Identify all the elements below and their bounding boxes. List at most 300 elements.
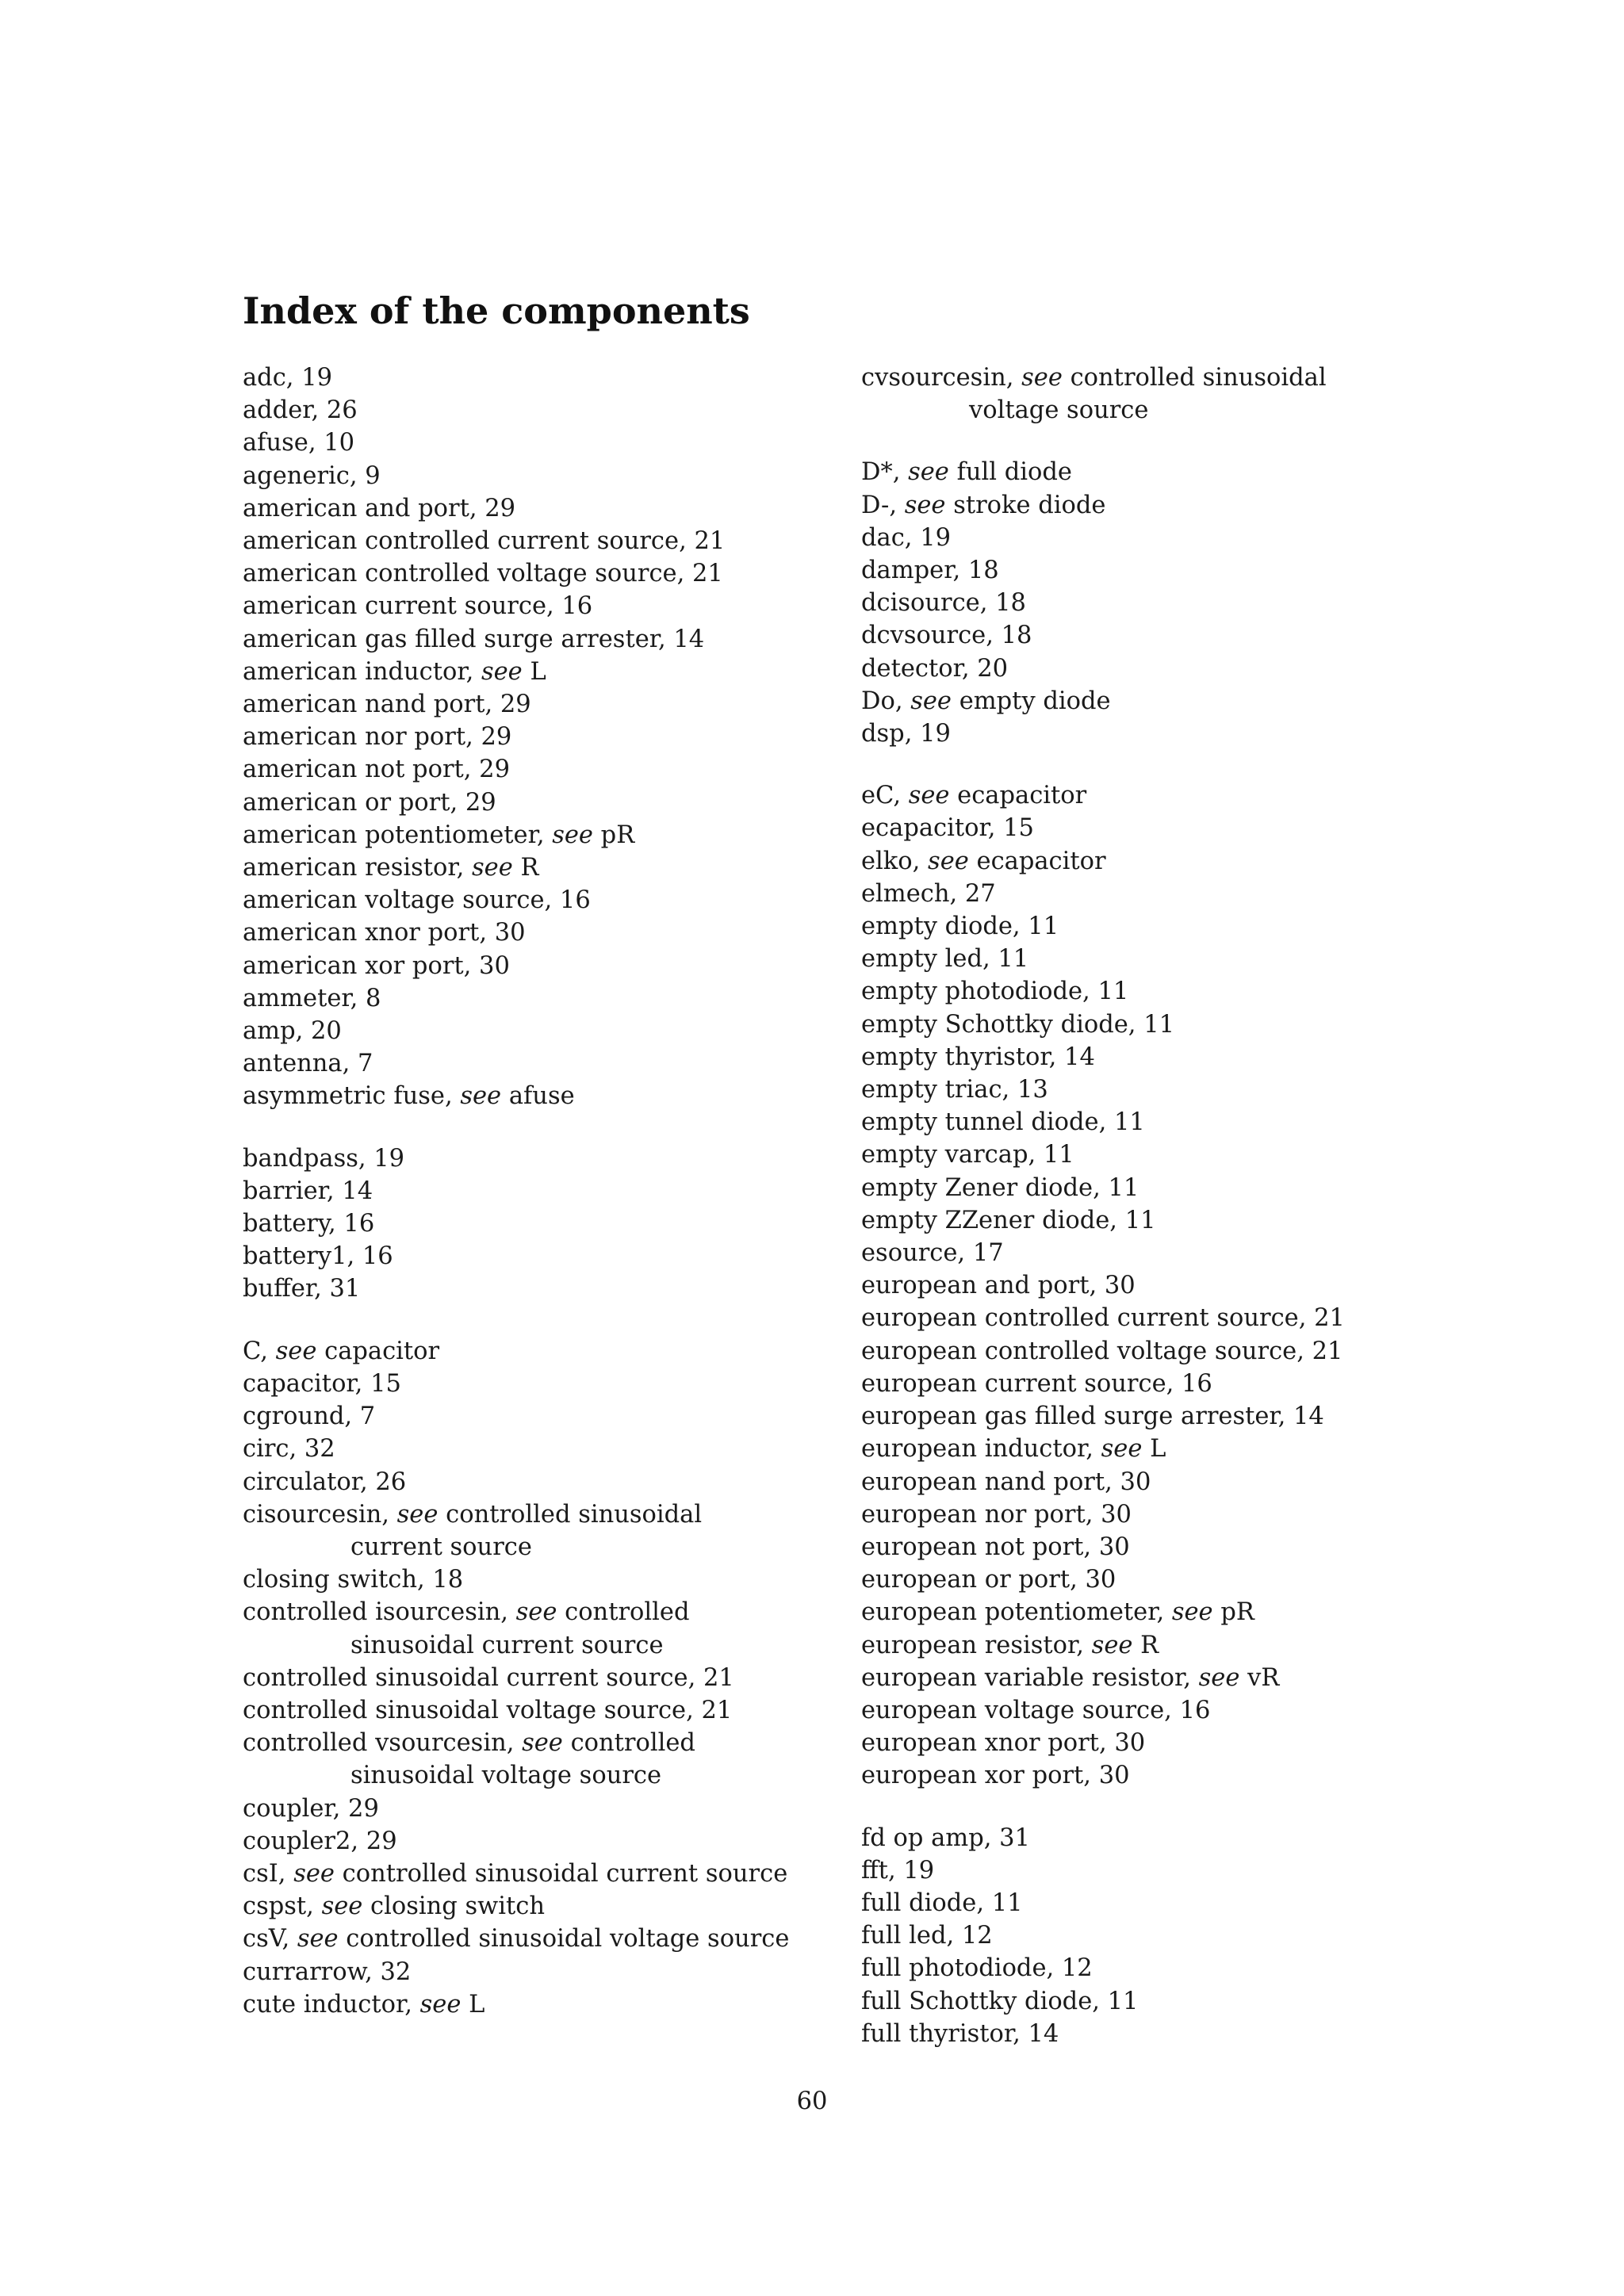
index-entry: empty ZZener diode, 11 — [861, 1206, 1156, 1234]
page-reference: 12 — [1061, 1954, 1093, 1983]
cross-reference: empty diode — [959, 687, 1111, 715]
index-entry: bandpass, 19 — [243, 1144, 405, 1173]
index-term: battery1 — [243, 1242, 347, 1271]
page-reference: 14 — [1293, 1402, 1324, 1431]
index-entry: european and port, 30 — [861, 1272, 1136, 1300]
index-term: csI — [243, 1859, 278, 1888]
index-term: cute inductor — [243, 1990, 405, 2019]
see-label: see — [908, 782, 950, 810]
index-entry: european xor port, 30 — [861, 1762, 1130, 1790]
index-term: ammeter — [243, 984, 350, 1012]
index-entry: american potentiometer, see pR — [243, 821, 635, 849]
index-term: empty diode — [861, 913, 1013, 941]
page-reference: 21 — [694, 527, 726, 556]
page-reference: 20 — [977, 654, 1009, 683]
page-reference: 30 — [1101, 1500, 1132, 1529]
index-term: american controlled voltage source — [243, 560, 677, 588]
page-reference: 29 — [485, 494, 516, 522]
index-term: dac — [861, 523, 905, 552]
index-entry: european nand port, 30 — [861, 1468, 1151, 1496]
index-term: dsp — [861, 720, 905, 748]
page-reference: 20 — [311, 1017, 342, 1046]
page-reference: 11 — [1108, 1173, 1139, 1202]
index-term: european gas filled surge arrester — [861, 1402, 1278, 1431]
see-label: see — [472, 854, 513, 882]
page-reference: 30 — [1098, 1762, 1130, 1790]
index-term: Do — [861, 687, 895, 715]
index-term: empty Zener diode — [861, 1173, 1094, 1202]
index-entry: controlled sinusoidal current source, 21 — [243, 1663, 734, 1692]
index-entry: dsp, 19 — [861, 720, 951, 748]
index-entry: european or port, 30 — [861, 1566, 1116, 1594]
index-entry: dac, 19 — [861, 523, 951, 552]
see-label: see — [1101, 1435, 1143, 1464]
see-label: see — [552, 821, 593, 849]
index-entry: detector, 20 — [861, 654, 1009, 683]
page-reference: 30 — [479, 951, 510, 980]
page-reference: 29 — [500, 691, 531, 719]
cross-reference: afuse — [508, 1082, 575, 1111]
cross-reference: L — [530, 657, 546, 686]
index-term: detector — [861, 654, 962, 683]
index-entry: cisourcesin, see controlled sinusoidal current source — [243, 1500, 703, 1561]
index-term: american and port — [243, 494, 469, 522]
index-term: american potentiometer — [243, 821, 537, 849]
page-reference: 13 — [1017, 1076, 1048, 1104]
page-reference: 29 — [366, 1827, 397, 1855]
index-term: afuse — [243, 429, 308, 457]
index-entry: full photodiode, 12 — [861, 1954, 1093, 1983]
page-reference: 19 — [373, 1144, 405, 1173]
index-entry: damper, 18 — [861, 557, 999, 585]
cross-reference: ecapacitor — [957, 782, 1087, 810]
index-entry: american controlled current source, 21 — [243, 527, 726, 556]
index-term: antenna — [243, 1050, 343, 1078]
page-reference: 16 — [559, 886, 591, 915]
index-entry: csI, see controlled sinusoidal current source — [243, 1859, 788, 1888]
index-entry: fft, 19 — [861, 1856, 935, 1885]
index-term: european resistor — [861, 1631, 1077, 1659]
cross-reference: controlled sinusoidal current source — [350, 1598, 690, 1659]
index-entry: american controlled voltage source, 21 — [243, 560, 723, 588]
cross-reference: L — [1150, 1435, 1166, 1464]
index-term: european xnor port — [861, 1729, 1099, 1758]
index-entry: european not port, 30 — [861, 1533, 1130, 1561]
index-term: capacitor — [243, 1369, 355, 1398]
page-reference: 9 — [365, 461, 381, 490]
index-term: european nand port — [861, 1468, 1105, 1496]
index-entry: american or port, 29 — [243, 788, 496, 817]
index-entry: dcvsource, 18 — [861, 622, 1032, 650]
index-entry: european nor port, 30 — [861, 1500, 1132, 1529]
index-entry: circulator, 26 — [243, 1468, 407, 1496]
page-reference: 21 — [701, 1696, 733, 1724]
index-entry: fd op amp, 31 — [861, 1823, 1030, 1852]
index-entry: D-, see stroke diode — [861, 491, 1106, 519]
page-reference: 11 — [998, 945, 1029, 974]
index-entry: closing switch, 18 — [243, 1566, 464, 1594]
index-term: american inductor — [243, 657, 466, 686]
index-entry: coupler, 29 — [243, 1794, 379, 1823]
index-term: american not port — [243, 756, 464, 784]
page-reference: 16 — [1179, 1696, 1211, 1724]
page-reference: 7 — [359, 1402, 376, 1431]
index-entry: csV, see controlled sinusoidal voltage source — [243, 1925, 790, 1954]
index-term: circ — [243, 1435, 289, 1464]
cross-reference: R — [1140, 1631, 1159, 1659]
page-reference: 11 — [991, 1888, 1023, 1917]
see-label: see — [321, 1892, 363, 1921]
see-label: see — [904, 491, 946, 519]
index-entry: cute inductor, see L — [243, 1990, 485, 2019]
index-term: asymmetric fuse — [243, 1082, 445, 1111]
page-reference: 26 — [375, 1468, 407, 1496]
index-entry: adc, 19 — [243, 364, 332, 392]
page-reference: 29 — [479, 756, 510, 784]
index-term: american current source — [243, 592, 546, 621]
index-entry: antenna, 7 — [243, 1050, 373, 1078]
page-reference: 21 — [1314, 1304, 1345, 1333]
cross-reference: controlled sinusoidal voltage source — [350, 1729, 695, 1790]
index-entry: capacitor, 15 — [243, 1369, 401, 1398]
index-term: european variable resistor — [861, 1663, 1184, 1692]
see-label: see — [1198, 1663, 1240, 1692]
index-term: american gas filled surge arrester — [243, 625, 658, 653]
page-reference: 18 — [967, 557, 999, 585]
index-term: amp — [243, 1017, 296, 1046]
see-label: see — [522, 1729, 563, 1758]
index-term: controlled sinusoidal voltage source — [243, 1696, 687, 1724]
index-entry: adder, 26 — [243, 396, 358, 425]
page-reference: 31 — [999, 1823, 1030, 1852]
page-reference: 30 — [1098, 1533, 1130, 1561]
index-entry: esource, 17 — [861, 1239, 1004, 1268]
see-label: see — [297, 1925, 339, 1954]
index-term: european inductor — [861, 1435, 1086, 1464]
cross-reference: full diode — [956, 458, 1072, 487]
cross-reference: pR — [1220, 1598, 1254, 1627]
index-term: adc — [243, 364, 286, 392]
index-term: controlled sinusoidal current source — [243, 1663, 688, 1692]
index-term: full Schottky diode — [861, 1987, 1093, 2015]
index-term: full photodiode — [861, 1954, 1047, 1983]
page-reference: 26 — [326, 396, 358, 425]
cross-reference: ecapacitor — [976, 847, 1106, 875]
index-term: ageneric — [243, 461, 350, 490]
page-reference: 18 — [1001, 622, 1032, 650]
see-label: see — [1091, 1631, 1133, 1659]
page-reference: 29 — [481, 723, 512, 752]
page-reference: 11 — [1043, 1141, 1074, 1169]
page-reference: 18 — [432, 1566, 464, 1594]
index-term: empty ZZener diode — [861, 1206, 1110, 1234]
index-entry: empty Zener diode, 11 — [861, 1173, 1139, 1202]
index-entry: european voltage source, 16 — [861, 1696, 1211, 1724]
index-entry: buffer, 31 — [243, 1275, 361, 1303]
see-label: see — [460, 1082, 502, 1111]
index-term: coupler — [243, 1794, 333, 1823]
index-term: barrier — [243, 1177, 327, 1205]
see-label: see — [908, 458, 949, 487]
index-term: european controlled current source — [861, 1304, 1299, 1333]
see-label: see — [515, 1598, 557, 1627]
index-term: buffer — [243, 1275, 315, 1303]
index-entry: dcisource, 18 — [861, 589, 1026, 618]
index-entry: ammeter, 8 — [243, 984, 381, 1012]
page-reference: 12 — [961, 1922, 993, 1950]
page-reference: 15 — [370, 1369, 401, 1398]
index-column-left — [243, 362, 790, 2021]
page-reference: 11 — [1107, 1987, 1139, 2015]
index-term: european and port — [861, 1272, 1090, 1300]
page-reference: 19 — [920, 720, 951, 748]
index-term: american or port — [243, 788, 450, 817]
index-entry: full diode, 11 — [861, 1888, 1023, 1917]
index-term: fft — [861, 1856, 888, 1885]
index-entry: circ, 32 — [243, 1435, 335, 1464]
index-entry: american inductor, see L — [243, 657, 546, 686]
page-reference: 21 — [703, 1663, 734, 1692]
index-term: american controlled current source — [243, 527, 680, 556]
index-term: controlled vsourcesin — [243, 1729, 507, 1758]
index-entry: asymmetric fuse, see afuse — [243, 1082, 575, 1111]
page-reference: 21 — [1312, 1337, 1343, 1365]
index-term: empty varcap — [861, 1141, 1028, 1169]
index-term: cisourcesin — [243, 1500, 382, 1529]
index-term: dcisource — [861, 589, 980, 618]
index-term: D* — [861, 458, 893, 487]
index-entry: eC, see ecapacitor — [861, 782, 1087, 810]
index-term: eC — [861, 782, 894, 810]
cross-reference: controlled sinusoidal current source — [350, 1500, 703, 1561]
page-number: 60 — [796, 2087, 828, 2115]
index-term: esource — [861, 1239, 958, 1268]
page-reference: 16 — [561, 592, 593, 621]
see-label: see — [293, 1859, 335, 1888]
see-label: see — [481, 657, 523, 686]
page-reference: 30 — [1085, 1566, 1116, 1594]
index-entry: D*, see full diode — [861, 458, 1072, 487]
index-term: american resistor — [243, 854, 457, 882]
page-reference: 17 — [972, 1239, 1004, 1268]
page-reference: 29 — [348, 1794, 379, 1823]
index-term: cvsourcesin — [861, 364, 1006, 392]
see-label: see — [275, 1337, 317, 1365]
see-label: see — [928, 847, 969, 875]
index-entry: empty photodiode, 11 — [861, 978, 1129, 1006]
page-reference: 14 — [1064, 1043, 1095, 1071]
page-reference: 30 — [1120, 1468, 1151, 1496]
cross-reference: stroke diode — [953, 491, 1106, 519]
index-entry: battery, 16 — [243, 1210, 375, 1238]
cross-reference: capacitor — [324, 1337, 440, 1365]
page-reference: 10 — [324, 429, 355, 457]
index-term: damper — [861, 557, 953, 585]
index-entry: empty thyristor, 14 — [861, 1043, 1095, 1071]
index-term: csV — [243, 1925, 282, 1954]
index-entry: european potentiometer, see pR — [861, 1598, 1254, 1627]
index-term: circulator — [243, 1468, 360, 1496]
index-entry: controlled sinusoidal voltage source, 21 — [243, 1696, 733, 1724]
index-entry: amp, 20 — [243, 1017, 342, 1046]
index-entry: ageneric, 9 — [243, 461, 381, 490]
index-entry: american current source, 16 — [243, 592, 593, 621]
index-entry: american resistor, see R — [243, 854, 539, 882]
index-entry: currarrow, 32 — [243, 1957, 412, 1986]
index-entry: battery1, 16 — [243, 1242, 393, 1271]
index-term: european potentiometer — [861, 1598, 1157, 1627]
page-reference: 11 — [1113, 1108, 1145, 1137]
index-term: american nand port — [243, 691, 485, 719]
page-reference: 32 — [380, 1957, 412, 1986]
index-term: european xor port — [861, 1762, 1084, 1790]
index-entry: C, see capacitor — [243, 1337, 440, 1365]
index-term: fd op amp — [861, 1823, 984, 1852]
index-term: empty Schottky diode — [861, 1010, 1128, 1039]
index-entry: european controlled current source, 21 — [861, 1304, 1345, 1333]
cross-reference: pR — [600, 821, 635, 849]
see-label: see — [910, 687, 952, 715]
index-term: american nor port — [243, 723, 466, 752]
page-reference: 15 — [1003, 814, 1034, 843]
page-reference: 14 — [1028, 2019, 1059, 2048]
index-term: C — [243, 1337, 261, 1365]
index-term: controlled isourcesin — [243, 1598, 501, 1627]
index-term: full diode — [861, 1888, 977, 1917]
index-entry: afuse, 10 — [243, 429, 355, 457]
page-reference: 19 — [903, 1856, 935, 1885]
index-entry: european inductor, see L — [861, 1435, 1166, 1464]
index-term: elko — [861, 847, 913, 875]
page-reference: 16 — [362, 1242, 393, 1271]
page-reference: 21 — [691, 560, 723, 588]
index-term: european voltage source — [861, 1696, 1165, 1724]
page-reference: 16 — [343, 1210, 375, 1238]
index-term: european or port — [861, 1566, 1071, 1594]
index-entry: empty tunnel diode, 11 — [861, 1108, 1145, 1137]
page-reference: 11 — [1124, 1206, 1156, 1234]
index-entry: empty Schottky diode, 11 — [861, 1010, 1174, 1039]
index-entry: european controlled voltage source, 21 — [861, 1337, 1343, 1365]
index-entry: empty triac, 13 — [861, 1076, 1048, 1104]
index-entry: european xnor port, 30 — [861, 1729, 1146, 1758]
index-column-right — [861, 362, 1416, 2050]
index-entry: empty led, 11 — [861, 945, 1029, 974]
index-term: currarrow — [243, 1957, 366, 1986]
index-entry: cground, 7 — [243, 1402, 376, 1431]
index-entry: full thyristor, 14 — [861, 2019, 1059, 2048]
page-reference: 11 — [1028, 913, 1059, 941]
page-reference: 16 — [1182, 1369, 1212, 1398]
index-term: european not port — [861, 1533, 1084, 1561]
index-entry: american voltage source, 16 — [243, 886, 591, 915]
index-entry: european variable resistor, see vR — [861, 1663, 1280, 1692]
index-entry: american and port, 29 — [243, 494, 516, 522]
index-term: adder — [243, 396, 312, 425]
cross-reference: controlled sinusoidal current source — [342, 1859, 788, 1888]
see-label: see — [396, 1500, 439, 1529]
page-reference: 14 — [342, 1177, 373, 1205]
index-entry: Do, see empty diode — [861, 687, 1111, 715]
index-term: american xor port — [243, 951, 464, 980]
page-title: Index of the components — [243, 289, 750, 332]
index-term: full thyristor — [861, 2019, 1013, 2048]
index-term: european nor port — [861, 1500, 1086, 1529]
index-term: full led — [861, 1922, 947, 1950]
index-term: empty thyristor — [861, 1043, 1049, 1071]
index-entry: elmech, 27 — [861, 879, 996, 908]
index-entry: american nor port, 29 — [243, 723, 512, 752]
index-term: elmech — [861, 879, 950, 908]
index-entry: elko, see ecapacitor — [861, 847, 1106, 875]
index-entry: european resistor, see R — [861, 1631, 1159, 1659]
page-reference: 30 — [1104, 1272, 1136, 1300]
index-entry: american xor port, 30 — [243, 951, 510, 980]
page-reference: 19 — [301, 364, 332, 392]
index-entry: controlled vsourcesin, see controlled sinusoidal voltage source — [243, 1729, 695, 1790]
page-reference: 11 — [1143, 1010, 1174, 1039]
index-term: D- — [861, 491, 890, 519]
page-reference: 30 — [494, 919, 526, 947]
page-reference: 19 — [920, 523, 951, 552]
cross-reference: R — [520, 854, 539, 882]
index-entry: cvsourcesin, see controlled sinusoidal voltage source — [861, 364, 1327, 425]
page-reference: 14 — [673, 625, 705, 653]
page-reference: 31 — [329, 1275, 361, 1303]
cross-reference: vR — [1247, 1663, 1280, 1692]
index-term: battery — [243, 1210, 329, 1238]
index-entry: ecapacitor, 15 — [861, 814, 1034, 843]
index-entry: american nand port, 29 — [243, 691, 531, 719]
index-term: european controlled voltage source — [861, 1337, 1297, 1365]
page-reference: 27 — [964, 879, 996, 908]
index-term: american xnor port — [243, 919, 480, 947]
cross-reference: L — [469, 1990, 485, 2019]
cross-reference: controlled sinusoidal voltage source — [969, 364, 1327, 425]
see-label: see — [419, 1990, 462, 2019]
index-term: american voltage source — [243, 886, 545, 915]
page-reference: 32 — [304, 1435, 335, 1464]
index-term: bandpass — [243, 1144, 358, 1173]
page-reference: 30 — [1114, 1729, 1146, 1758]
page-reference: 29 — [465, 788, 496, 817]
page-reference: 7 — [358, 1050, 373, 1078]
index-entry: american xnor port, 30 — [243, 919, 526, 947]
index-entry: american gas filled surge arrester, 14 — [243, 625, 705, 653]
index-entry: cspst, see closing switch — [243, 1892, 545, 1921]
see-label: see — [1171, 1598, 1213, 1627]
cross-reference: closing switch — [370, 1892, 545, 1921]
page-reference: 8 — [366, 984, 381, 1012]
index-entry: controlled isourcesin, see controlled sinusoidal current source — [243, 1598, 690, 1659]
index-entry: full Schottky diode, 11 — [861, 1987, 1139, 2015]
index-entry: american not port, 29 — [243, 756, 510, 784]
index-term: empty photodiode — [861, 978, 1083, 1006]
index-entry: full led, 12 — [861, 1922, 993, 1950]
index-term: european current source — [861, 1369, 1166, 1398]
index-entry: empty varcap, 11 — [861, 1141, 1074, 1169]
index-entry: european gas filled surge arrester, 14 — [861, 1402, 1324, 1431]
index-term: empty triac — [861, 1076, 1002, 1104]
index-entry: coupler2, 29 — [243, 1827, 397, 1855]
index-term: dcvsource — [861, 622, 986, 650]
index-term: empty led — [861, 945, 983, 974]
index-term: empty tunnel diode — [861, 1108, 1099, 1137]
index-term: cspst — [243, 1892, 307, 1921]
index-term: cground — [243, 1402, 345, 1431]
index-term: coupler2 — [243, 1827, 351, 1855]
page-reference: 18 — [995, 589, 1026, 618]
